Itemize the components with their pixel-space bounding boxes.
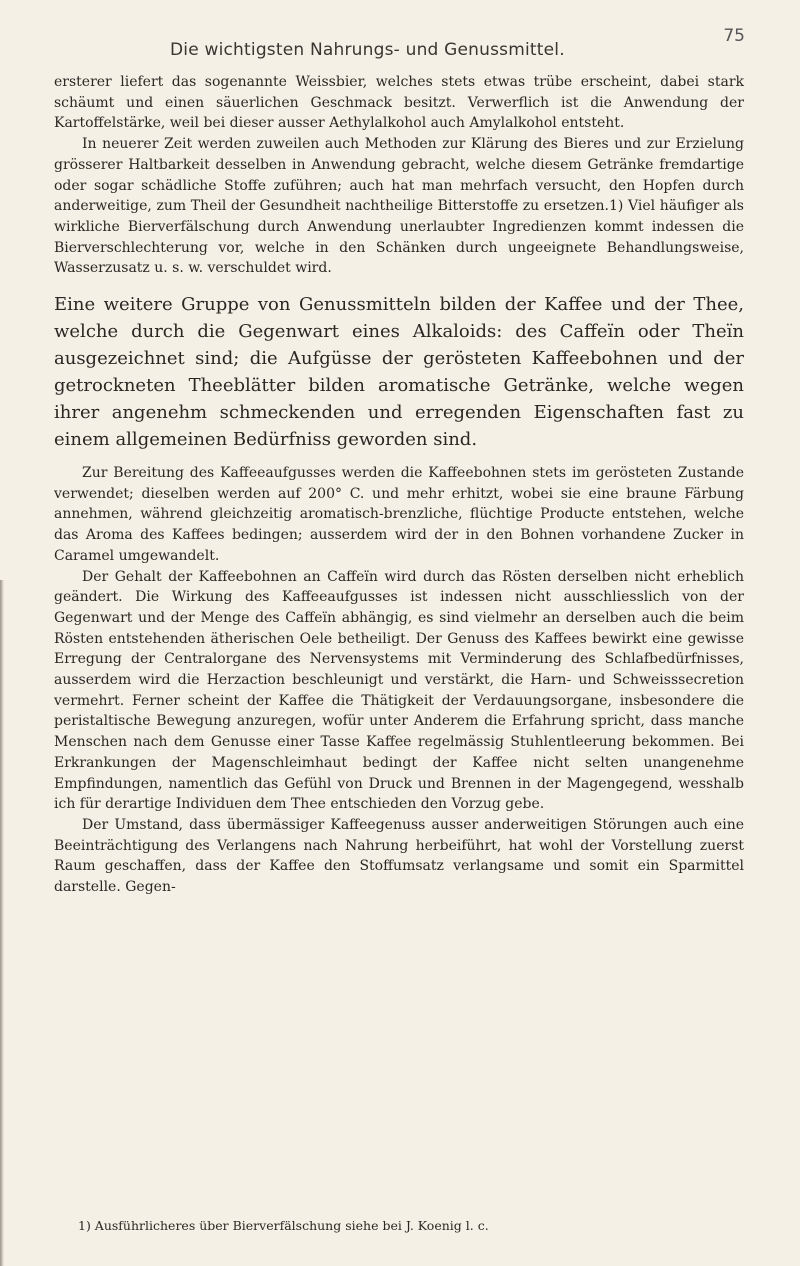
paragraph-coffee-tea-intro: Eine weitere Gruppe von Genussmitteln bilden der Kaffee und der Thee, welche durch die Gegenwart eines Alkaloids: des Caffeïn oder Theïn ausgezeichnet sind; die Aufgüsse der gerösteten Kaffeebohnen und der getrockneten Theeblätter bilden aromatische Getränke, welche wegen ihrer angenehm schmeckenden und erregenden Eigenschaften fast zu einem allgemeinen Bedürfniss geworden sind.: [54, 294, 744, 451]
paragraph-beer-weissbier: ersterer liefert das sogenannte Weissbier, welches stets etwas trübe erscheint, dabei stark schäumt und einen säuerlichen Geschmack besitzt. Verwerflich ist die Anwendung der Kartoffelstärke, weil bei dieser ausser Aethylalkohol auch Amylalkohol entsteht.: [54, 74, 744, 132]
paragraph-coffee-preparation: Zur Bereitung des Kaffeeaufgusses werden die Kaffeebohnen stets im gerösteten Zustande verwendet; dieselben werden auf 200° C. und mehr erhitzt, wobei sie eine braune Färbung annehmen, während gleichzeitig aromatisch-brenzliche, flüchtige Producte entstehen, welche das Aroma des Kaffees bedingen; ausserdem wird der in den Bohnen vorhandene Zucker in Caramel umgewandelt.: [54, 465, 744, 564]
footnote: 1) Ausführlicheres über Bierverfälschung siehe bei J. Koenig l. c.: [78, 1218, 489, 1233]
paragraph-coffee-metabolism: Der Umstand, dass übermässiger Kaffeegenuss ausser anderweitigen Störungen auch eine Beeinträchtigung des Verlangens nach Nahrung herbeiführt, hat wohl der Vorstellung zuerst Raum geschaffen, dass der Kaffee den Stoffumsatz verlangsame und somit ein Sparmittel darstelle. Gegen-: [54, 816, 744, 896]
page-header: [0, 10, 800, 60]
running-title: Die wichtigsten Nahrungs- und Genussmittel.: [170, 40, 565, 60]
paragraph-caffeine-effects: Der Gehalt der Kaffeebohnen an Caffeïn wird durch das Rösten derselben nicht erheblich geändert. Die Wirkung des Kaffeeaufgusses ist indessen nicht ausschliesslich von der Gegenwart und der Menge des Caffeïn abhängig, es sind vielmehr an derselben auch die beim Rösten entstehenden ätherischen Oele betheiligt. Der Genuss des Kaffees bewirkt eine gewisse Erregung der Centralorgane des Nervensystems mit Verminderung des Schlafbedürfnisses, ausserdem wird die Herzaction beschleunigt und verstärkt, die Harn- und Schweisssecretion vermehrt. Ferner scheint der Kaffee die Thätigkeit der Verdauungsorgane, insbesondere die peristaltische Bewegung anzuregen, wofür unter Anderem die Erfahrung spricht, dass manche Menschen nach dem Genusse einer Tasse Kaffee regelmässig Stuhlentleerung bekommen. Bei Erkrankungen der Magenschleimhaut bedingt der Kaffee nicht selten unangenehme Empfindungen, namentlich das Gefühl von Druck und Brennen in der Magengegend, wesshalb ich für derartige Individuen dem Thee entschieden den Vorzug gebe.: [54, 568, 744, 813]
paragraph-beer-clarification: In neuerer Zeit werden zuweilen auch Methoden zur Klärung des Bieres und zur Erzielung grösserer Haltbarkeit desselben in Anwendung gebracht, welche diesem Getränke fremdartige oder sogar schädliche Stoffe zuführen; auch hat man mehrfach versucht, den Hopfen durch anderweitige, zum Theil der Gesundheit nachtheilige Bitterstoffe zu ersetzen.1) Viel häufiger als wirkliche Bierverfälschung durch Anwendung unerlaubter Ingredienzen kommt indessen die Bierverschlechterung vor, welche in den Schänken durch ungeeignete Behandlungsweise, Wasserzusatz u. s. w. verschuldet wird.: [54, 136, 744, 277]
body-text: [54, 72, 744, 898]
page-edge-shadow: [0, 580, 4, 1266]
page-number: 75: [723, 26, 745, 46]
